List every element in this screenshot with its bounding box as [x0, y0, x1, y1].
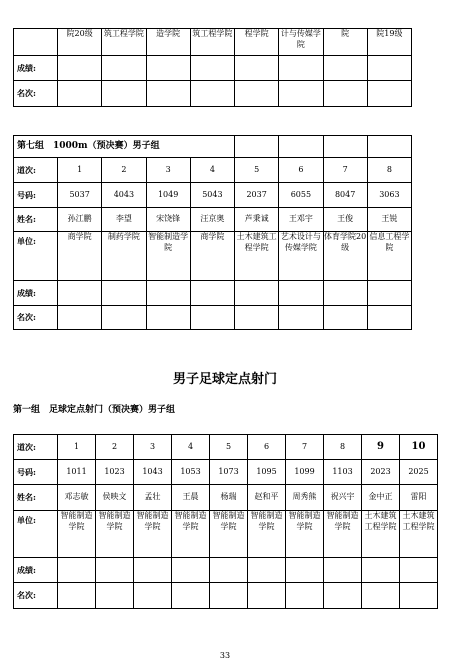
name-cell: 王锐 [367, 208, 411, 232]
unit-cell: 土木建筑工程学院 [235, 232, 279, 281]
name-cell: 金中正 [362, 485, 400, 511]
unit-cell: 智能制造学院 [324, 511, 362, 558]
number-cell: 2037 [235, 183, 279, 208]
group-title: 第一组 足球定点射门（预决赛）男子组 [13, 405, 176, 415]
row-label: 号码: [14, 183, 58, 208]
number-cell: 1073 [210, 460, 248, 485]
unit-cell: 信息工程学院 [367, 232, 411, 281]
unit-cell: 智能制造学院 [286, 511, 324, 558]
number-cell: 3063 [367, 183, 411, 208]
unit-cell: 智能制造学院 [146, 232, 190, 281]
unit-row [14, 29, 412, 56]
number-row [14, 460, 438, 485]
number-cell: 8047 [323, 183, 367, 208]
table-cell: 筑工程学院 [190, 29, 234, 56]
lane-cell: 4 [190, 158, 234, 183]
lane-cell: 2 [96, 435, 134, 460]
table-cell: 院19级 [367, 29, 411, 56]
lane-cell: 1 [58, 158, 102, 183]
unit-cell: 智能制造学院 [210, 511, 248, 558]
name-cell: 祝兴宇 [324, 485, 362, 511]
number-cell: 1043 [134, 460, 172, 485]
score-row [14, 56, 412, 81]
lane-cell: 10 [400, 435, 438, 460]
number-row [14, 183, 412, 208]
table-cell [14, 29, 58, 56]
number-cell: 1095 [248, 460, 286, 485]
group1-table [13, 434, 438, 609]
rank-row [14, 81, 412, 107]
number-cell: 5037 [58, 183, 102, 208]
lane-cell: 8 [367, 158, 411, 183]
score-row [14, 281, 412, 306]
row-label: 姓名: [14, 208, 58, 232]
lane-cell: 5 [235, 158, 279, 183]
unit-cell: 智能制造学院 [172, 511, 210, 558]
name-cell: 赵和平 [248, 485, 286, 511]
name-cell: 宋饶锋 [146, 208, 190, 232]
unit-cell: 智能制造学院 [96, 511, 134, 558]
row-label: 成绩: [14, 281, 58, 306]
name-cell: 李望 [102, 208, 146, 232]
lane-cell: 5 [210, 435, 248, 460]
number-cell: 1049 [146, 183, 190, 208]
page-number: 33 [219, 651, 231, 660]
rank-row [14, 306, 412, 330]
table-cell: 程学院 [235, 29, 279, 56]
name-row [14, 208, 412, 232]
table-cell: 院20级 [58, 29, 102, 56]
row-label: 姓名: [14, 485, 58, 511]
unit-row [14, 232, 412, 281]
number-cell: 1103 [324, 460, 362, 485]
number-cell: 4043 [102, 183, 146, 208]
name-cell: 芦秉诚 [235, 208, 279, 232]
number-cell: 2025 [400, 460, 438, 485]
row-label: 名次: [14, 81, 58, 107]
number-cell: 1023 [96, 460, 134, 485]
name-cell: 孙江鹏 [58, 208, 102, 232]
lane-cell: 3 [146, 158, 190, 183]
lane-cell: 7 [286, 435, 324, 460]
name-cell: 邓志敏 [58, 485, 96, 511]
lane-row [14, 158, 412, 183]
section-title: 男子足球定点射门 [172, 372, 277, 387]
rank-row [14, 583, 438, 609]
unit-cell: 土木建筑工程学院 [400, 511, 438, 558]
unit-cell: 商学院 [190, 232, 234, 281]
unit-cell: 体育学院20级 [323, 232, 367, 281]
name-cell: 王邓宇 [279, 208, 323, 232]
score-row [14, 558, 438, 583]
lane-cell: 8 [324, 435, 362, 460]
lane-cell: 6 [279, 158, 323, 183]
table-cell: 计与传媒学院 [279, 29, 323, 56]
unit-cell: 商学院 [58, 232, 102, 281]
number-cell: 1053 [172, 460, 210, 485]
row-label: 单位: [14, 232, 58, 281]
name-cell: 杨瑞 [210, 485, 248, 511]
unit-cell: 智能制造学院 [134, 511, 172, 558]
row-label: 名次: [14, 306, 58, 330]
table-cell: 造学院 [146, 29, 190, 56]
lane-cell: 2 [102, 158, 146, 183]
lane-cell: 7 [323, 158, 367, 183]
name-cell: 周秀熊 [286, 485, 324, 511]
name-cell: 王俊 [323, 208, 367, 232]
name-row [14, 485, 438, 511]
unit-cell: 制药学院 [102, 232, 146, 281]
unit-cell: 智能制造学院 [58, 511, 96, 558]
lane-cell: 4 [172, 435, 210, 460]
group-title: 第七组 1000m（预决赛）男子组 [14, 136, 235, 158]
lane-cell: 3 [134, 435, 172, 460]
number-cell: 1099 [286, 460, 324, 485]
unit-cell: 土木建筑工程学院 [362, 511, 400, 558]
name-cell: 雷阳 [400, 485, 438, 511]
lane-cell: 9 [362, 435, 400, 460]
row-label: 号码: [14, 460, 58, 485]
row-label: 道次: [14, 158, 58, 183]
row-label: 成绩: [14, 558, 58, 583]
name-cell: 孟壮 [134, 485, 172, 511]
name-cell: 王晨 [172, 485, 210, 511]
lane-row [14, 435, 438, 460]
row-label: 单位: [14, 511, 58, 558]
number-cell: 1011 [58, 460, 96, 485]
lane-cell: 6 [248, 435, 286, 460]
row-label: 名次: [14, 583, 58, 609]
row-label: 成绩: [14, 56, 58, 81]
lane-cell: 1 [58, 435, 96, 460]
group7-table [13, 135, 412, 330]
name-cell: 侯映文 [96, 485, 134, 511]
unit-cell: 艺术设计与传媒学院 [279, 232, 323, 281]
number-cell: 2023 [362, 460, 400, 485]
unit-cell: 智能制造学院 [248, 511, 286, 558]
name-cell: 汪京奥 [190, 208, 234, 232]
unit-row [14, 511, 438, 558]
number-cell: 6055 [279, 183, 323, 208]
previous-group-table [13, 28, 412, 107]
table-cell: 筑工程学院 [102, 29, 146, 56]
row-label: 道次: [14, 435, 58, 460]
number-cell: 5043 [190, 183, 234, 208]
table-cell: 院 [323, 29, 367, 56]
